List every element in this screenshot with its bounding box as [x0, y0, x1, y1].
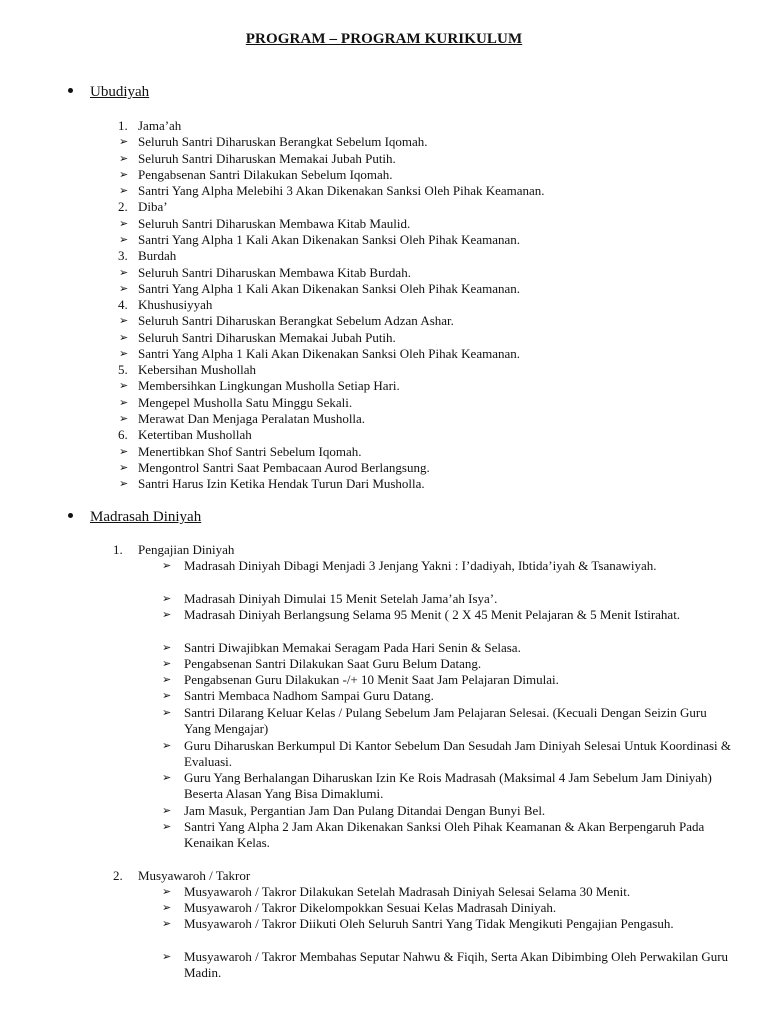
list-item: Santri Harus Izin Ketika Hendak Turun Dari Musholla.: [138, 476, 425, 492]
subsection-title: Musyawaroh / Takror: [138, 868, 251, 883]
section-heading-madrasah-diniyah: [68, 509, 201, 526]
list-item: Menertibkan Shof Santri Sebelum Iqomah.: [138, 443, 362, 459]
arrow-bullet-icon: ➢: [162, 707, 172, 719]
list-item-heading: Ketertiban Mushollah: [138, 427, 252, 443]
arrow-bullet-icon: ➢: [162, 593, 172, 605]
list-number: 6.: [118, 427, 128, 443]
list-item: Guru Yang Berhalangan Diharuskan Izin Ke Rois Madrasah (Maksimal 4 Jam Sebelum Jam Diniyah) Beserta Alasan Yang Bisa Dimaklumi.: [184, 770, 712, 802]
arrow-bullet-icon: ➢: [162, 560, 172, 572]
arrow-bullet-icon: ➢: [162, 772, 172, 784]
arrow-bullet-icon: ➢: [119, 168, 129, 181]
arrow-bullet-icon: ➢: [119, 233, 129, 246]
arrow-bullet-icon: ➢: [119, 461, 129, 474]
list-item-heading: Kebersihan Mushollah: [138, 362, 257, 378]
list-item: Santri Yang Alpha 1 Kali Akan Dikenakan Sanksi Oleh Pihak Keamanan.: [138, 280, 520, 296]
arrow-bullet-icon: ➢: [162, 805, 172, 817]
list-item: Seluruh Santri Diharuskan Berangkat Sebelum Iqomah.: [138, 134, 428, 150]
list-item: Madrasah Diniyah Dimulai 15 Menit Setelah Jama’ah Isya’.: [184, 591, 498, 606]
list-number: 4.: [118, 297, 128, 313]
list-item: Jam Masuk, Pergantian Jam Dan Pulang Ditandai Dengan Bunyi Bel.: [184, 803, 546, 818]
list-number: 1.: [113, 542, 123, 557]
list-number: 5.: [118, 362, 128, 378]
list-item: Musyawaroh / Takror Dilakukan Setelah Madrasah Diniyah Selesai Selama 30 Menit.: [184, 884, 631, 899]
list-item-heading: Diba’: [138, 199, 168, 215]
section-heading-text: Ubudiyah: [90, 84, 150, 100]
arrow-bullet-icon: ➢: [162, 642, 172, 654]
arrow-bullet-icon: ➢: [162, 821, 172, 833]
bullet-dot: [68, 513, 73, 518]
arrow-bullet-icon: ➢: [162, 658, 172, 670]
list-item: Santri Dilarang Keluar Kelas / Pulang Sebelum Jam Pelajaran Selesai. (Kecuali Dengan Seizin Guru Yang Mengajar): [184, 705, 707, 737]
subsection-title: Pengajian Diniyah: [138, 542, 235, 557]
list-item: Pengabsenan Santri Dilakukan Sebelum Iqomah.: [138, 166, 393, 182]
list-item-heading: Burdah: [138, 248, 177, 264]
arrow-bullet-icon: ➢: [119, 445, 129, 458]
page-title: PROGRAM – PROGRAM KURIKULUM: [245, 31, 523, 47]
arrow-bullet-icon: ➢: [162, 902, 172, 914]
list-item: Merawat Dan Menjaga Peralatan Musholla.: [138, 411, 366, 427]
arrow-bullet-icon: ➢: [119, 266, 129, 279]
list-item: Guru Diharuskan Berkumpul Di Kantor Sebelum Dan Sesudah Jam Diniyah Selesai Untuk Koordinasi & Evaluasi.: [184, 738, 731, 770]
list-item: Musyawaroh / Takror Diikuti Oleh Seluruh Santri Yang Tidak Mengikuti Pengajian Pengasuh.: [184, 916, 674, 931]
arrow-bullet-icon: ➢: [162, 674, 172, 686]
arrow-bullet-icon: ➢: [119, 396, 129, 409]
arrow-bullet-icon: ➢: [119, 217, 129, 230]
list-number: 3.: [118, 248, 128, 264]
list-item: Seluruh Santri Diharuskan Membawa Kitab Maulid.: [138, 215, 411, 231]
arrow-bullet-icon: ➢: [162, 951, 172, 963]
arrow-bullet-icon: ➢: [119, 185, 129, 198]
arrow-bullet-icon: ➢: [119, 315, 129, 328]
list-item: Santri Membaca Nadhom Sampai Guru Datang.: [184, 688, 434, 703]
list-item: Santri Yang Alpha 1 Kali Akan Dikenakan Sanksi Oleh Pihak Keamanan.: [138, 345, 520, 361]
arrow-bullet-icon: ➢: [119, 331, 129, 344]
arrow-bullet-icon: ➢: [119, 347, 129, 360]
list-item: Musyawaroh / Takror Membahas Seputar Nahwu & Fiqih, Serta Akan Dibimbing Oleh Perwakilan Guru Madin.: [184, 949, 729, 981]
section-heading-ubudiyah: [68, 84, 149, 101]
arrow-bullet-icon: ➢: [119, 282, 129, 295]
list-item: Madrasah Diniyah Dibagi Menjadi 3 Jenjang Yakni : I’dadiyah, Ibtida’iyah & Tsanawiyah.: [184, 558, 657, 573]
list-item: Pengabsenan Guru Dilakukan -/+ 10 Menit Saat Jam Pelajaran Dimulai.: [184, 672, 559, 687]
arrow-bullet-icon: ➢: [162, 886, 172, 898]
list-item: Seluruh Santri Diharuskan Membawa Kitab Burdah.: [138, 264, 411, 280]
list-item: Madrasah Diniyah Berlangsung Selama 95 Menit ( 2 X 45 Menit Pelajaran & 5 Menit Istirahat.: [184, 607, 681, 622]
arrow-bullet-icon: ➢: [119, 380, 129, 393]
list-item-heading: Khushusiyyah: [138, 297, 213, 313]
list-item: Mengontrol Santri Saat Pembacaan Aurod Berlangsung.: [138, 459, 430, 475]
bullet-dot: [68, 88, 73, 93]
list-number: 1.: [118, 118, 128, 133]
list-item: Seluruh Santri Diharuskan Memakai Jubah Putih.: [138, 150, 396, 166]
arrow-bullet-icon: ➢: [119, 136, 129, 149]
list-item: Musyawaroh / Takror Dikelompokkan Sesuai Kelas Madrasah Diniyah.: [184, 900, 557, 915]
list-item: Seluruh Santri Diharuskan Memakai Jubah Putih.: [138, 329, 396, 345]
list-item: Santri Yang Alpha 1 Kali Akan Dikenakan Sanksi Oleh Pihak Keamanan.: [138, 231, 520, 247]
section-heading-text: Madrasah Diniyah: [90, 509, 202, 525]
arrow-bullet-icon: ➢: [119, 478, 129, 491]
list-number: 2.: [118, 199, 128, 215]
list-item: Santri Diwajibkan Memakai Seragam Pada Hari Senin & Selasa.: [184, 640, 521, 655]
arrow-bullet-icon: ➢: [162, 609, 172, 621]
list-item: Pengabsenan Santri Dilakukan Saat Guru Belum Datang.: [184, 656, 482, 671]
list-item: Seluruh Santri Diharuskan Berangkat Sebelum Adzan Ashar.: [138, 313, 454, 329]
list-number: 2.: [113, 868, 123, 883]
list-item: Membersihkan Lingkungan Musholla Setiap Hari.: [138, 378, 400, 394]
list-item: Mengepel Musholla Satu Minggu Sekali.: [138, 394, 353, 410]
list-item: Santri Yang Alpha Melebihi 3 Akan Dikenakan Sanksi Oleh Pihak Keamanan.: [138, 183, 545, 199]
list-item: Santri Yang Alpha 2 Jam Akan Dikenakan Sanksi Oleh Pihak Keamanan & Akan Berpengaruh Pada Kenaikan Kelas.: [184, 819, 705, 851]
arrow-bullet-icon: ➢: [119, 152, 129, 165]
list-item-heading: Jama’ah: [138, 118, 182, 133]
arrow-bullet-icon: ➢: [162, 740, 172, 752]
arrow-bullet-icon: ➢: [162, 918, 172, 930]
arrow-bullet-icon: ➢: [119, 413, 129, 426]
arrow-bullet-icon: ➢: [162, 690, 172, 702]
